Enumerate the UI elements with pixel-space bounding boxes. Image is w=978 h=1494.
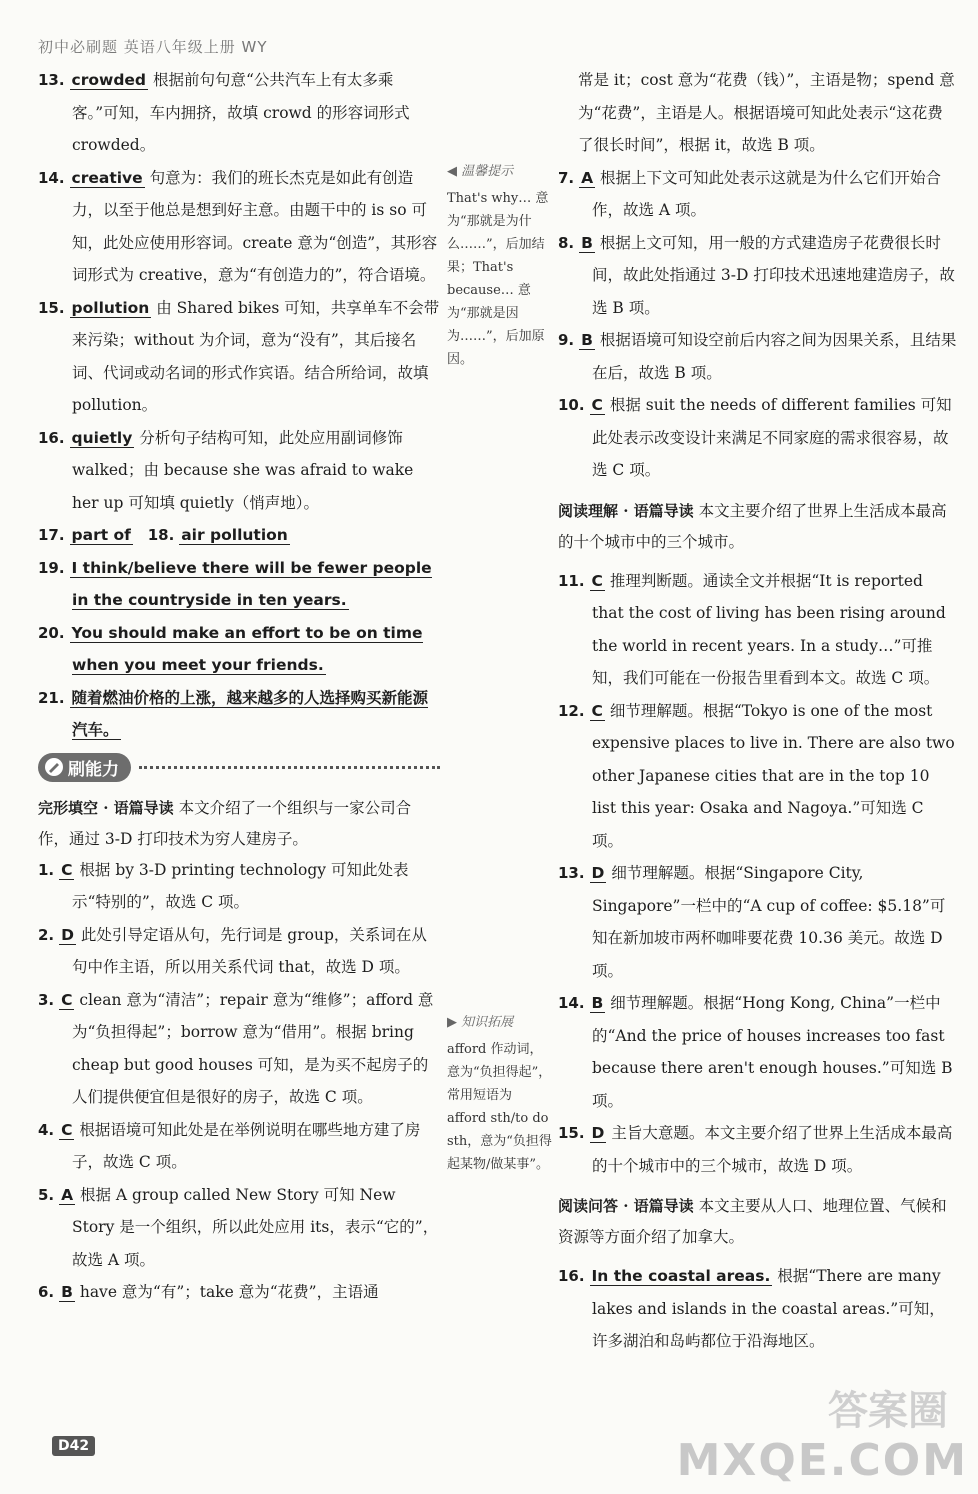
cloze-5: 5. A 根据 A group called New Story 可知 New Story 是一个组织，所以此处应用 its，表示“它的”，故选 A 项。 [38,1185,439,1269]
right-column [558,64,958,1358]
answer-21: 21. 随着燃油价格的上涨，越来越多的人选择购买新能源汽车。 [38,688,429,739]
margin-notes [447,160,555,1176]
extension-text: afford 作动词，意为“负担得起”，常用短语为 afford sth/to do sth，意为“负担得起某物/做某事”。 [447,1042,552,1172]
cloze-3: 3. C clean 意为“清洁”；repair 意为“维修”；afford 意为“负担得起”；borrow 意为“借用”。根据 bring cheap but good houses 可知，是为买不起房子的人们提供便宜但是很好的房子，故选 C 项。 [38,990,434,1106]
cloze-2: 2. D 此处引导定语从句，先行词是 group，关系词在从句中作主语，所以用关系代词 that，故选 D 项。 [38,925,427,976]
reading-12: 12. C 细节理解题。根据“Tokyo is one of the most expensive places to live in. There are also two other Japanese cities that are in the top 10 list this year: Osaka and Nagoya.”可知选 C 项。 [558,701,955,850]
cloze-guide: 完形填空 · 语篇导读 本文介绍了一个组织与一家公司合作，通过 3-D 打印技术为穷人建房子。 [38,798,412,848]
watermark-logo: 答案圈 [828,1387,948,1434]
reading-13: 13. D 细节理解题。根据“Singapore City, Singapore”一栏中的“A cup of coffee: $5.18”可知在新加坡市两杯咖啡要花费 10.36 美元。故选 D 项。 [558,864,946,980]
cloze-8: 8. B 根据上文可知，用一般的方式建造房子花费很长时间，故此处指通过 3-D 打印技术迅速地建造房子，故选 B 项。 [558,233,955,317]
answer-19: 19. I think/believe there will be fewer people in the countryside in ten years. [38,558,432,609]
cloze-9: 9. B 根据语境可知设空前后内容之间为因果关系，且结果在后，故选 B 项。 [558,331,957,382]
pencil-icon [44,757,64,777]
reading-15: 15. D 主旨大意题。本文主要介绍了世界上生活成本最高的十个城市中的三个城市，故选 D 项。 [558,1124,953,1175]
extension-title: ▶ 知识拓展 [447,1015,514,1030]
section-badge: 刷能力 [38,753,131,782]
watermark: MXQE.COM [676,1435,968,1486]
dotted-rule [139,766,440,769]
section-banner [38,753,440,782]
page-number: D42 [52,1436,95,1456]
running-header: 初中必刷题 英语八年级上册 WY [38,38,268,56]
cloze-4: 4. C 根据语境可知此处是在举例说明在哪些地方建了房子，故选 C 项。 [38,1120,421,1171]
reading-14: 14. B 细节理解题。根据“Hong Kong, China”一栏中的“And the price of houses increases too fast because there aren't enough houses.”可知选 B 项。 [558,994,953,1110]
tip-text: That's why… 意为“那就是为什么……”，后加结果；That's because… 意为“那就是因为……”，后加原因。 [447,191,549,367]
qa-16: 16. In the coastal areas. 根据“There are many lakes and islands in the coastal areas.”可知，许多湖泊和岛屿都位于沿海地区。 [558,1267,945,1350]
cloze-6-continued: 常是 it；cost 意为“花费（钱）”，主语是物；spend 意为“花费”，主语是人。根据语境可知此处表示“这花费了很长时间”，根据 it，故选 B 项。 [578,71,955,154]
answer-17-18: 17. part of 18. air pollution [38,526,288,544]
answer-14: 14. creative 句意为：我们的班长杰克是如此有创造力，以至于他总是想到好主意。由题干中的 is so 可知，此处应使用形容词。create 意为“创造”，其形容词形式为 creative，意为“有创造力的”，符合语境。 [38,168,438,284]
reading-11: 11. C 推理判断题。通读全文并根据“It is reported that the cost of living has been rising around the world in recent years. In a study…”可推知，我们可能在一份报告里看到本文。故选 C 项。 [558,571,946,687]
cloze-6: 6. B have 意为“有”；take 意为“花费”，主语通 [38,1283,379,1301]
left-column [38,64,440,1309]
cloze-1: 1. C 根据 by 3-D printing technology 可知此处表示“特别的”，故选 C 项。 [38,860,409,911]
qa-guide: 阅读问答 · 语篇导读 本文主要从人口、地理位置、气候和资源等方面介绍了加拿大。 [558,1197,947,1246]
answer-15: 15. pollution 由 Shared bikes 可知，共享单车不会带来污染；without 为介词，意为“没有”，其后接名词、代词或动名词的形式作宾语。结合所给词，故填 pollution。 [38,298,440,414]
answer-20: 20. You should make an effort to be on time when you meet your friends. [38,623,423,674]
answer-13: 13. crowded 根据前句句意“公共汽车上有太多乘客。”可知，车内拥挤，故填 crowd 的形容词形式 crowded。 [38,71,410,154]
cloze-10: 10. C 根据 suit the needs of different families 可知此处表示改变设计来满足不同家庭的需求很容易，故选 C 项。 [558,396,952,479]
answer-16: 16. quietly 分析句子结构可知，此处应用副词修饰 walked；由 because she was afraid to wake her up 可知填 quietly（悄声地）。 [38,428,414,512]
cloze-7: 7. A 根据上下文可知此处表示这就是为什么它们开始合作，故选 A 项。 [558,168,942,219]
tip-title: ◀ 温馨提示 [447,164,514,179]
reading-guide: 阅读理解 · 语篇导读 本文主要介绍了世界上生活成本最高的十个城市中的三个城市。 [558,501,947,551]
